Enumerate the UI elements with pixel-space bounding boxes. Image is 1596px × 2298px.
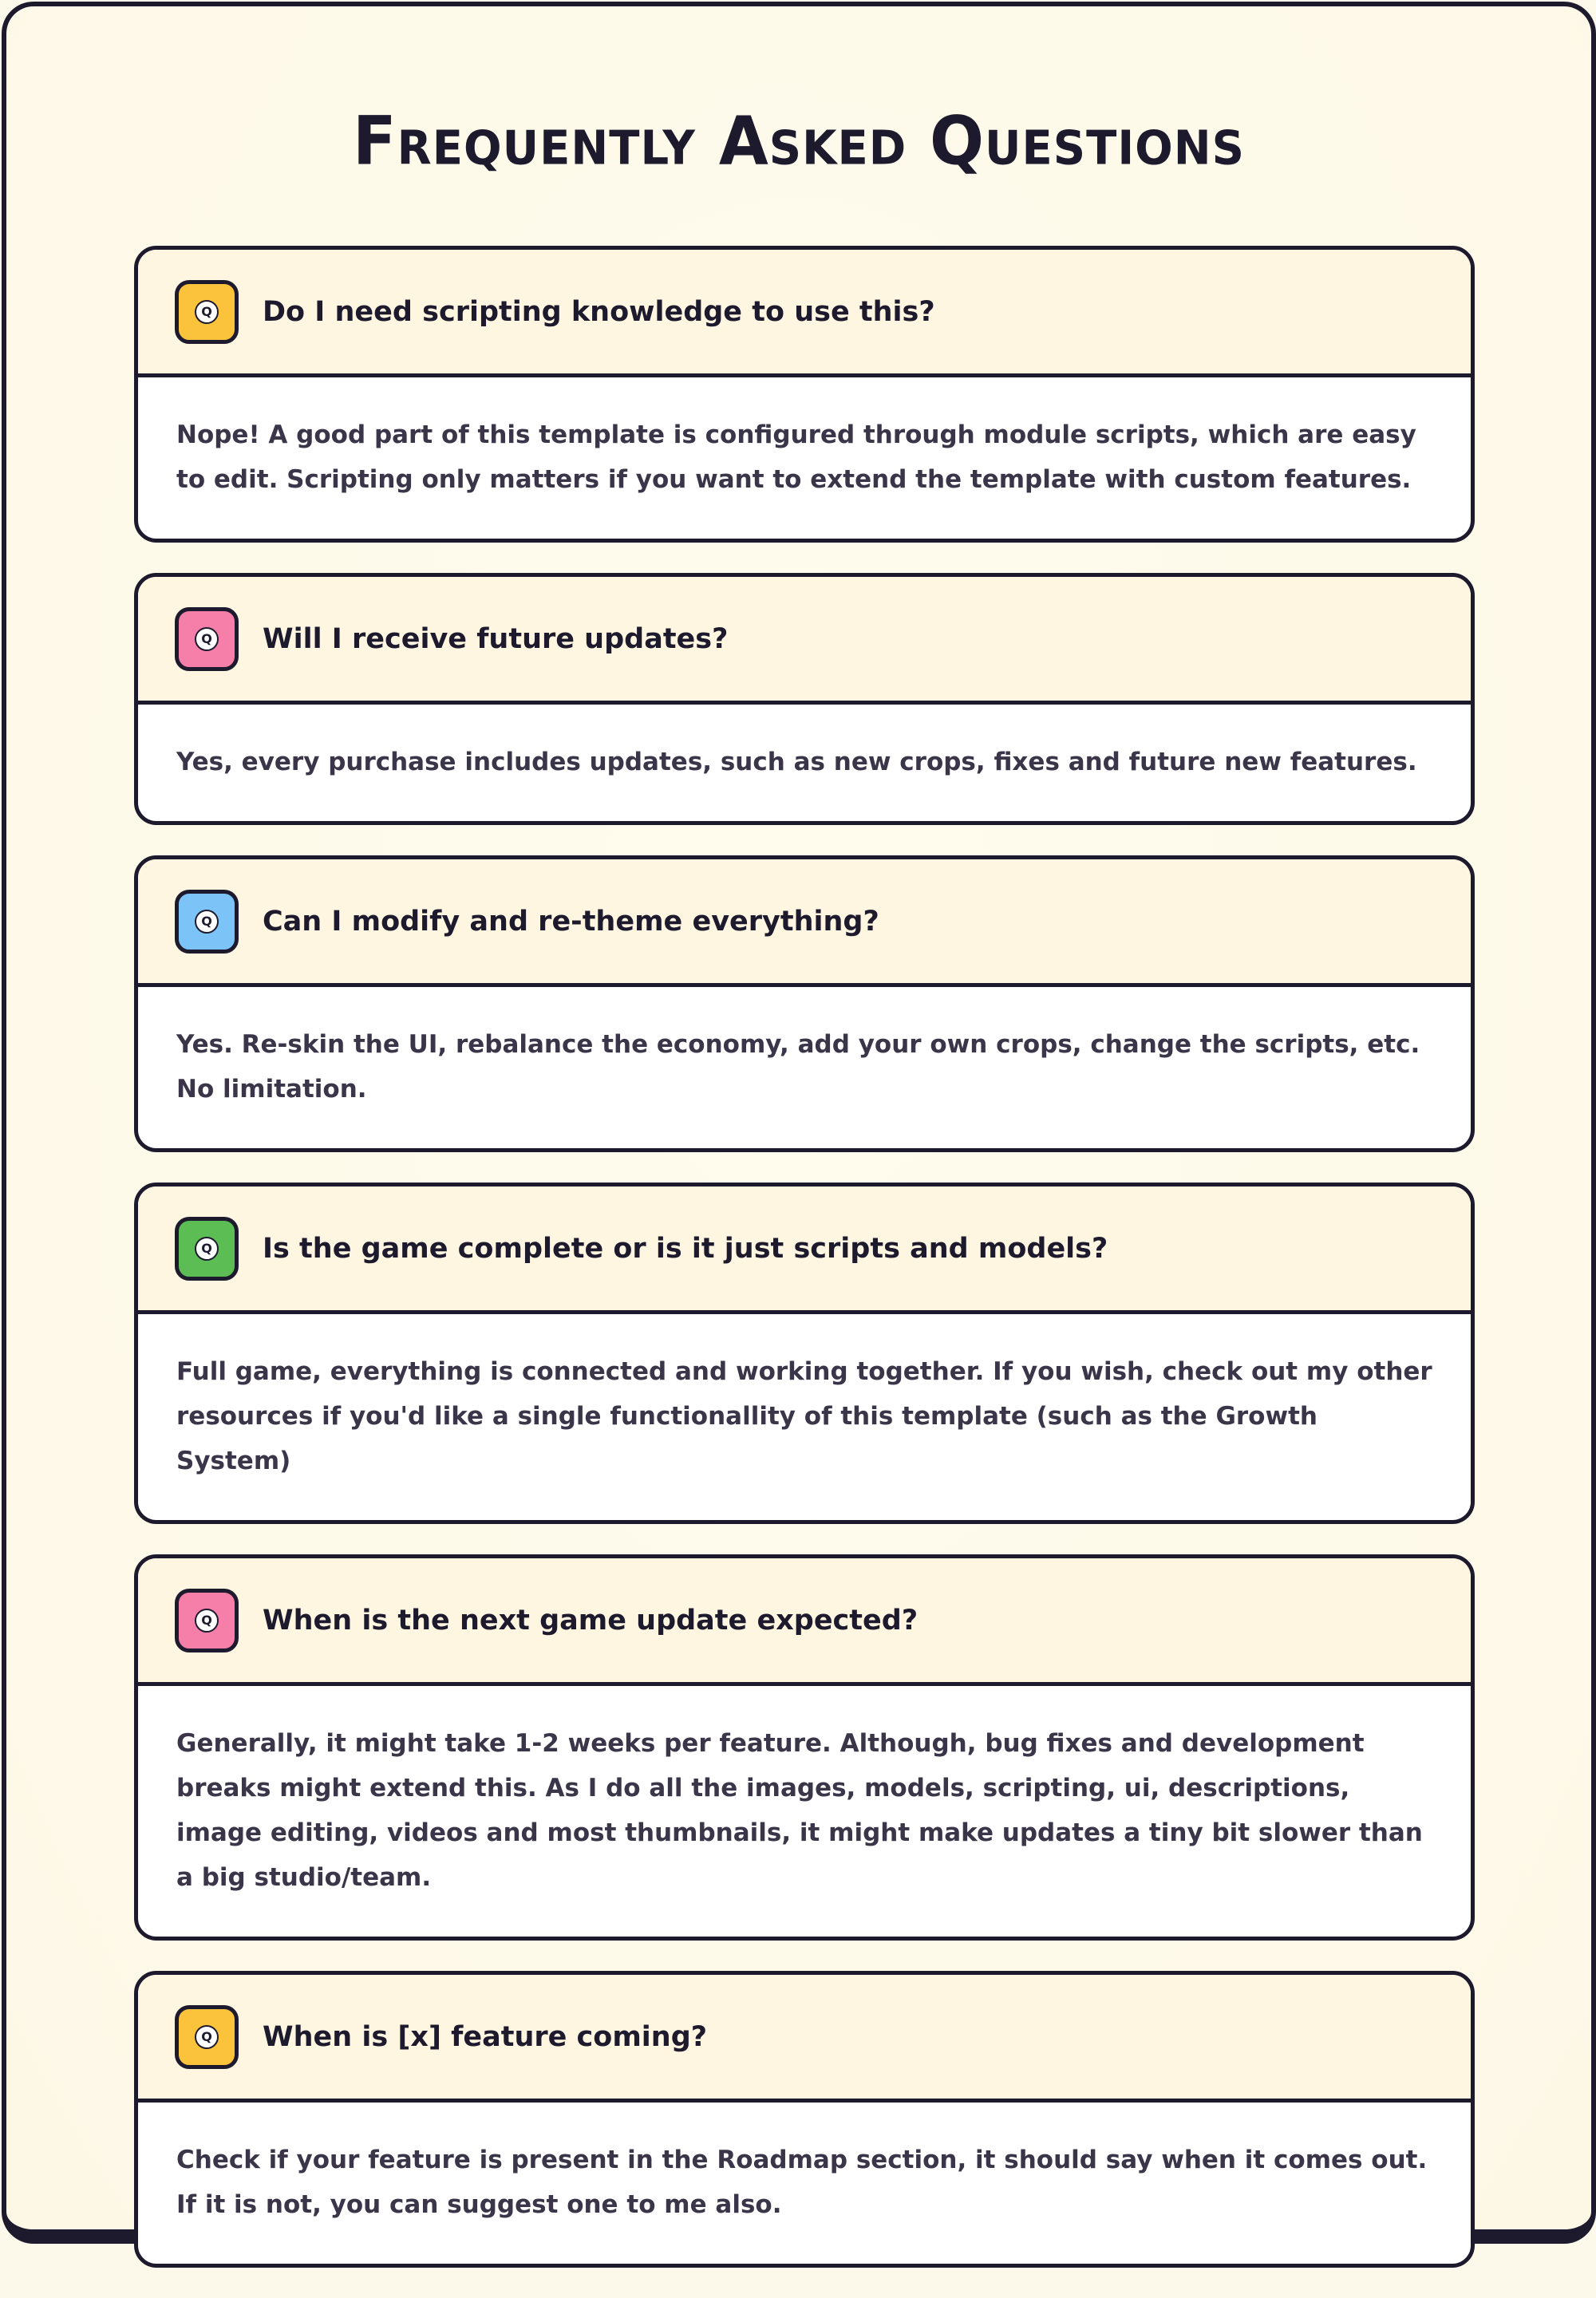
faq-answer: Yes. Re-skin the UI, rebalance the economy, add your own crops, change the scripts, etc. No limitation. bbox=[176, 1030, 1420, 1104]
faq-item bbox=[134, 1183, 1475, 1524]
q-glyph: Q bbox=[195, 300, 219, 324]
faq-answer: Check if your feature is present in the Roadmap section, it should say when it comes out. If it is not, you can suggest one to me also. bbox=[176, 2146, 1428, 2219]
faq-list bbox=[134, 246, 1475, 2298]
faq-answer: Yes, every purchase includes updates, such as new crops, fixes and future new features. bbox=[176, 748, 1417, 776]
faq-question-row[interactable] bbox=[138, 250, 1471, 377]
faq-question: Can I modify and re-theme everything? bbox=[263, 905, 879, 938]
faq-question: When is [x] feature coming? bbox=[263, 2020, 708, 2053]
faq-answer: Nope! A good part of this template is configured through module scripts, which are easy to edit. Scripting only matters if you want to extend the template with custom features. bbox=[176, 421, 1416, 494]
q-glyph: Q bbox=[195, 1237, 219, 1261]
faq-question-row[interactable] bbox=[138, 1187, 1471, 1314]
page-frame bbox=[2, 2, 1596, 2244]
faq-question: Is the game complete or is it just scripts and models? bbox=[263, 1232, 1108, 1265]
q-glyph: Q bbox=[195, 910, 219, 934]
question-bubble-icon bbox=[175, 280, 239, 344]
question-bubble-icon bbox=[175, 890, 239, 954]
faq-item bbox=[134, 246, 1475, 543]
faq-question: Do I need scripting knowledge to use this? bbox=[263, 295, 935, 328]
faq-item bbox=[134, 1971, 1475, 2268]
faq-question: Will I receive future updates? bbox=[263, 622, 729, 655]
faq-item bbox=[134, 573, 1475, 825]
faq-question-row[interactable] bbox=[138, 577, 1471, 705]
q-glyph: Q bbox=[195, 627, 219, 651]
question-bubble-icon bbox=[175, 607, 239, 671]
faq-answer: Generally, it might take 1-2 weeks per feature. Although, bug fixes and development breaks might extend this. As I do all the images, models, scripting, ui, descriptions, image editing, videos and most thumbnails, it might make updates a tiny bit slower than a big studio/team. bbox=[176, 1729, 1423, 1892]
faq-item bbox=[134, 855, 1475, 1152]
faq-question: When is the next game update expected? bbox=[263, 1604, 918, 1637]
q-glyph: Q bbox=[195, 2025, 219, 2049]
question-bubble-icon bbox=[175, 1217, 239, 1281]
q-glyph: Q bbox=[195, 1609, 219, 1633]
question-bubble-icon bbox=[175, 1589, 239, 1652]
faq-question-row[interactable] bbox=[138, 859, 1471, 987]
faq-question-row[interactable] bbox=[138, 1558, 1471, 1686]
faq-question-row[interactable] bbox=[138, 1975, 1471, 2103]
page-title: Frequently Asked Questions bbox=[353, 101, 1245, 180]
faq-answer: Full game, everything is connected and working together. If you wish, check out my other resources if you'd like a single functionallity of this template (such as the Growth System) bbox=[176, 1357, 1432, 1475]
faq-item bbox=[134, 1554, 1475, 1941]
question-bubble-icon bbox=[175, 2005, 239, 2069]
